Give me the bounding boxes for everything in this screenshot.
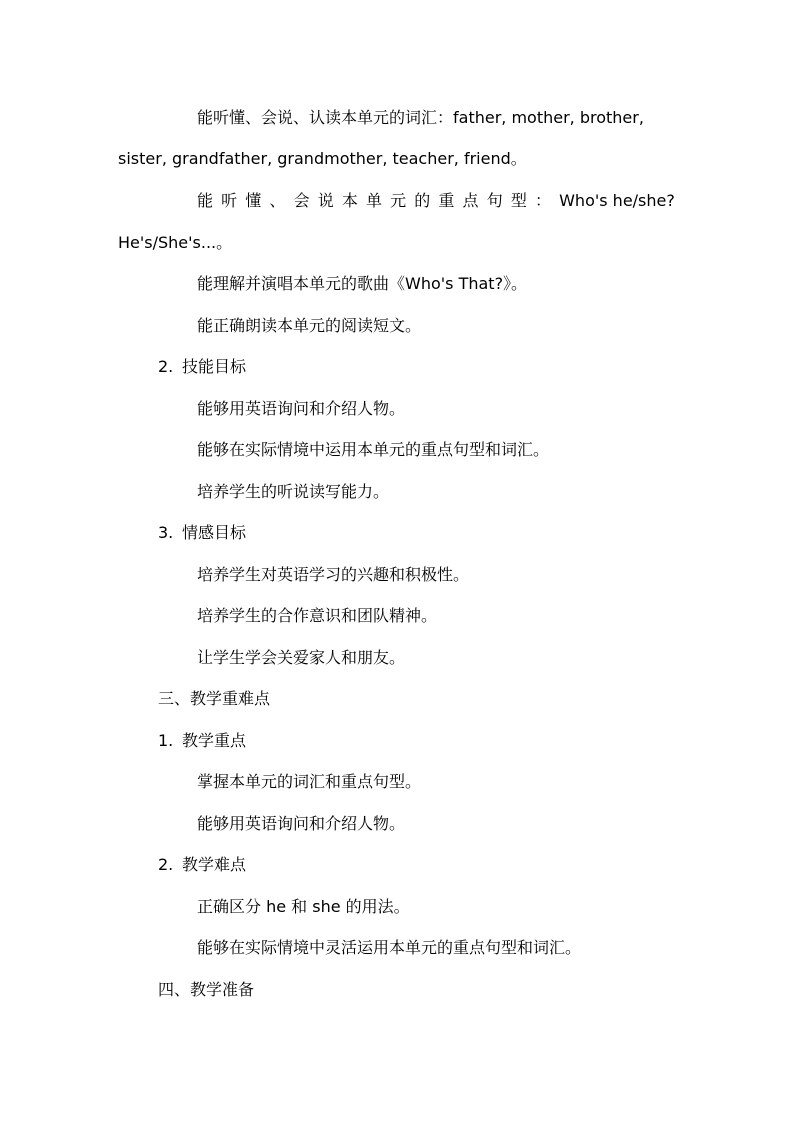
emotion-item: 培养学生的合作意识和团队精神。	[197, 606, 438, 625]
pattern-char: 重	[438, 191, 455, 210]
emotion-title: 情感目标	[182, 523, 247, 542]
emotion-item: 让学生学会关爱家人和朋友。	[197, 648, 406, 667]
vocab-objective-line2: sister, grandfather, grandmother, teacher, friend。	[118, 149, 527, 168]
pattern-char: 点	[462, 191, 479, 210]
key-points-title: 教学重点	[182, 731, 247, 750]
emotion-heading	[158, 522, 246, 544]
pattern-char: 、	[269, 191, 286, 210]
pattern-char: 元	[390, 191, 407, 210]
skills-item: 能够在实际情境中运用本单元的重点句型和词汇。	[197, 440, 550, 459]
difficult-points-number: 2.	[158, 855, 174, 874]
key-points-item: 能够用英语询问和介绍人物。	[197, 814, 406, 833]
difficult-points-title: 教学难点	[182, 855, 247, 874]
pattern-char: 会	[293, 191, 310, 210]
skills-number: 2.	[158, 357, 174, 376]
difficult-points-item: 正确区分 he 和 she 的用法。	[197, 897, 410, 916]
skills-item: 培养学生的听说读写能力。	[197, 482, 390, 501]
key-points-item: 掌握本单元的词汇和重点句型。	[197, 772, 422, 791]
pattern-objective-line2: He's/She's...。	[118, 233, 233, 252]
skills-heading	[158, 356, 246, 378]
key-points-heading	[158, 730, 246, 752]
key-points-number: 1.	[158, 731, 174, 750]
pattern-char: 懂	[245, 191, 262, 210]
vocab-objective-line1: 能听懂、会说、认读本单元的词汇：father, mother, brother,	[197, 108, 644, 127]
skills-item: 能够用英语询问和介绍人物。	[197, 399, 406, 418]
pattern-char: 的	[414, 191, 431, 210]
pattern-sentence: Who's he/she?	[559, 191, 675, 210]
song-objective: 能理解并演唱本单元的歌曲《Who's That?》。	[197, 274, 528, 293]
reading-objective: 能正确朗读本单元的阅读短文。	[197, 316, 422, 335]
pattern-char: 能	[197, 191, 214, 210]
pattern-char: 句	[486, 191, 503, 210]
pattern-char: 说	[317, 191, 334, 210]
pattern-char: ：	[534, 191, 551, 210]
difficult-points-heading	[158, 854, 246, 876]
emotion-number: 3.	[158, 523, 174, 542]
emotion-item: 培养学生对英语学习的兴趣和积极性。	[197, 565, 470, 584]
pattern-char: 本	[341, 191, 358, 210]
pattern-objective-line1	[197, 190, 675, 212]
skills-title: 技能目标	[182, 357, 247, 376]
difficult-points-item: 能够在实际情境中灵活运用本单元的重点句型和词汇。	[197, 938, 582, 957]
pattern-char: 单	[365, 191, 382, 210]
section4-heading: 四、教学准备	[158, 980, 255, 999]
pattern-char: 型	[510, 191, 527, 210]
pattern-char: 听	[221, 191, 238, 210]
section3-heading: 三、教学重难点	[158, 689, 271, 708]
